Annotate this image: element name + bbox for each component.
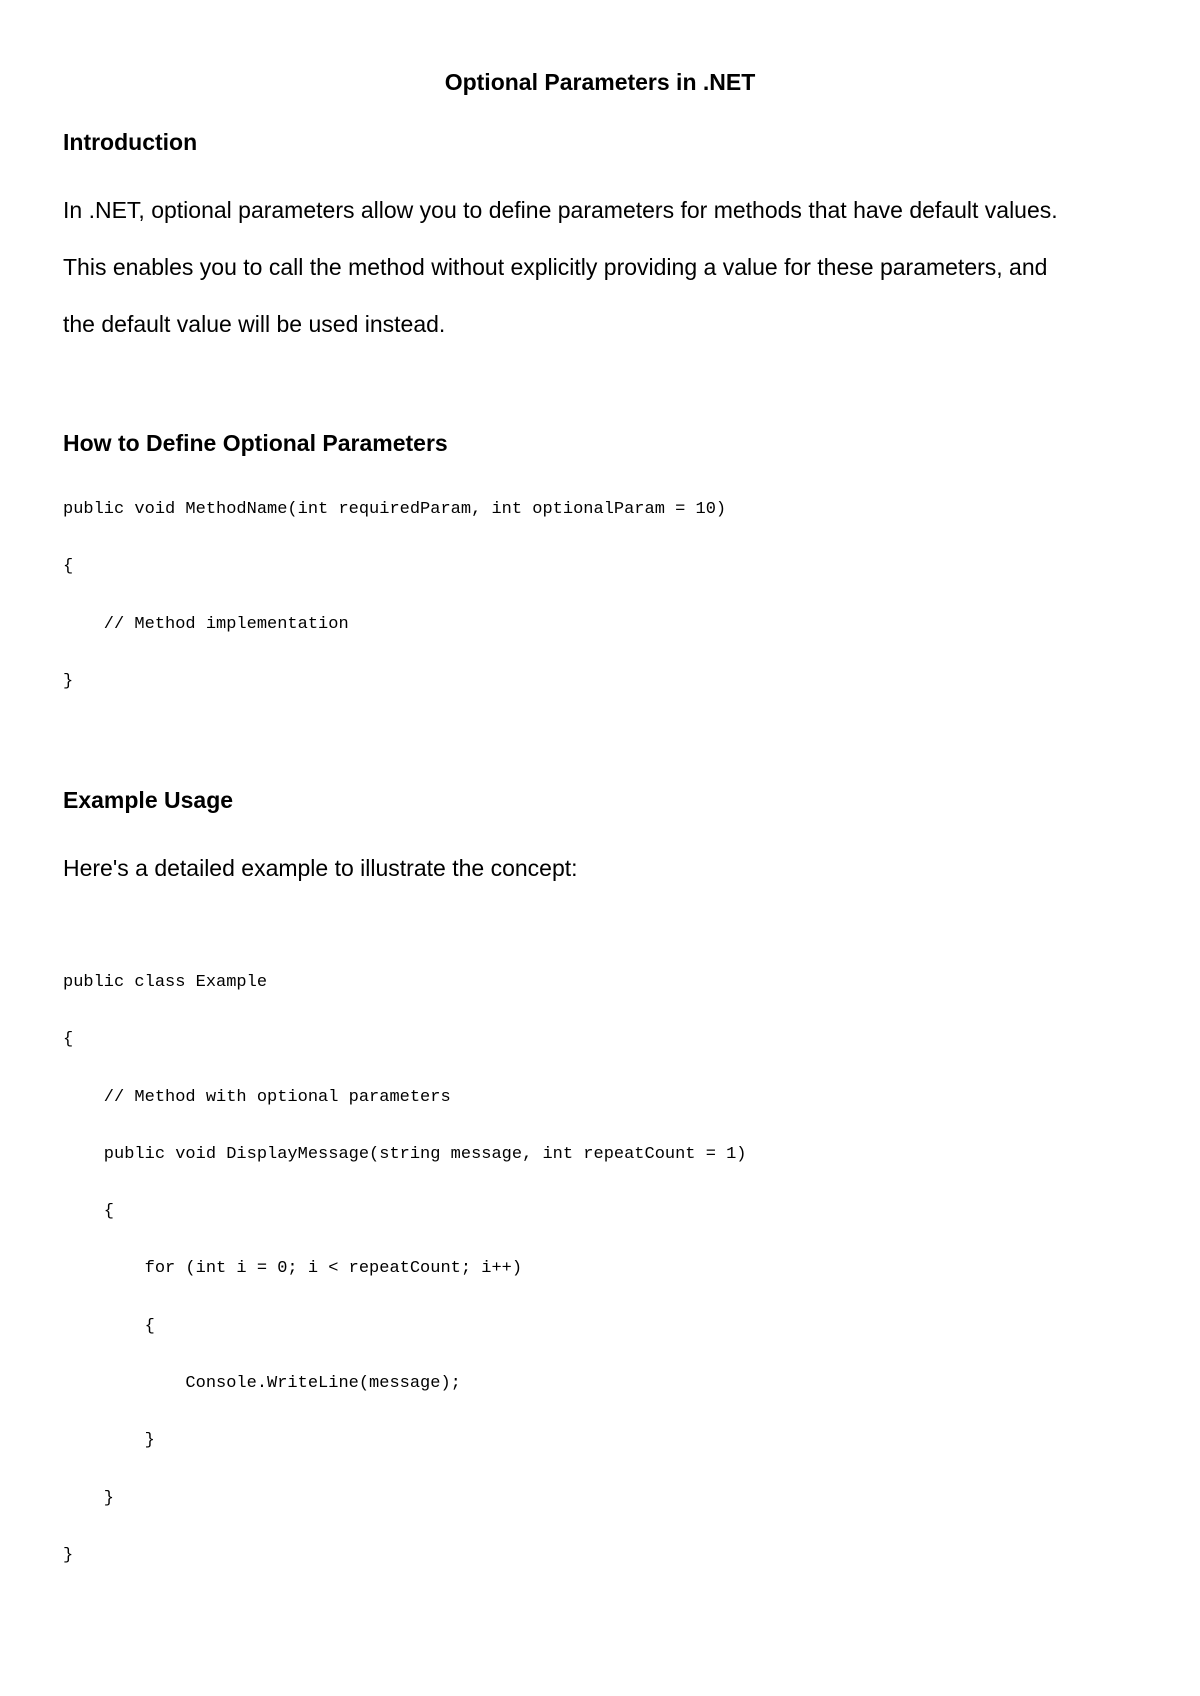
code-line: {	[63, 1316, 155, 1336]
code-line: }	[63, 1545, 74, 1565]
code-line: // Method with optional parameters	[63, 1087, 451, 1107]
example-intro: Here's a detailed example to illustrate the concept:	[63, 855, 578, 881]
code-line: }	[63, 1488, 115, 1508]
introduction-line: This enables you to call the method without explicitly providing a value for these parameters, and	[63, 254, 1048, 280]
code-line: {	[63, 1202, 115, 1222]
define-code-block	[63, 500, 726, 729]
code-line: }	[63, 671, 74, 691]
code-line: {	[63, 557, 74, 577]
introduction-line: the default value will be used instead.	[63, 311, 446, 337]
introduction-paragraph	[63, 182, 1141, 353]
document-title: Optional Parameters in .NET	[444, 69, 756, 95]
code-line: {	[63, 1030, 74, 1050]
code-line: public void MethodName(int requiredParam, int optionalParam = 10)	[63, 500, 727, 519]
code-line: public void DisplayMessage(string message, int repeatCount = 1)	[63, 1144, 747, 1164]
heading-how-to-define: How to Define Optional Parameters	[63, 430, 448, 456]
code-line: }	[63, 1431, 155, 1451]
heading-introduction: Introduction	[63, 129, 198, 155]
code-line: for (int i = 0; i < repeatCount; i++)	[63, 1259, 523, 1279]
example-code-block	[63, 973, 747, 1603]
code-line: Console.WriteLine(message);	[63, 1374, 461, 1394]
heading-example-usage: Example Usage	[63, 787, 234, 813]
code-line: // Method implementation	[63, 614, 349, 634]
code-line: public class Example	[63, 973, 268, 992]
introduction-line: In .NET, optional parameters allow you to define parameters for methods that have default values.	[63, 197, 1058, 223]
